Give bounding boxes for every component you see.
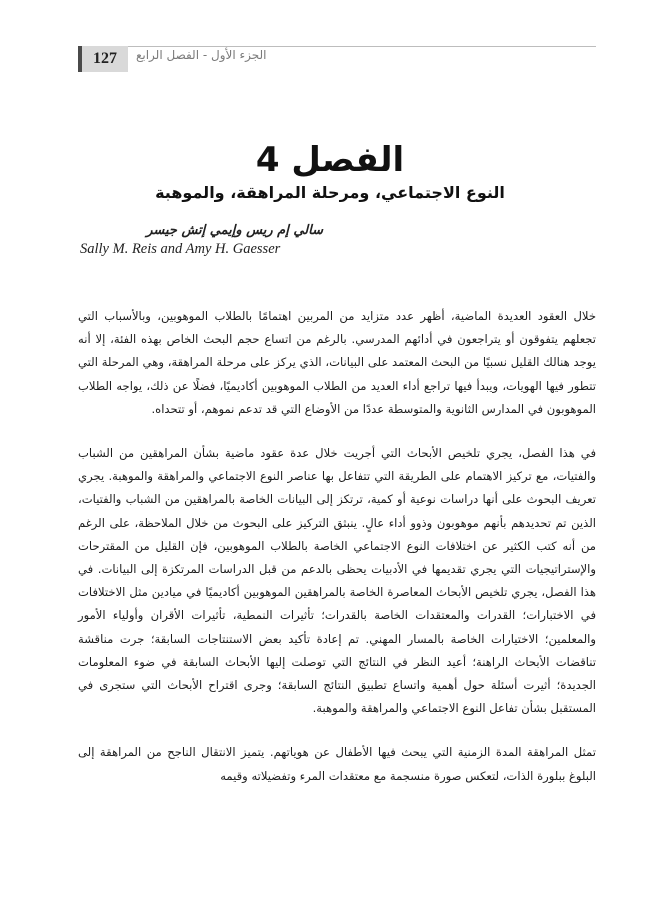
- page-number: 127: [78, 46, 128, 72]
- running-head: الجزء الأول - الفصل الرابع: [136, 48, 267, 62]
- paragraph: في هذا الفصل، يجري تلخيص الأبحاث التي أجريت خلال عدة عقود ماضية بشأن المراهقين من الشباب والفتيات، مع تركيز الاهتمام على الطريقة التي تتفاعل بها عناصر النوع الاجتماعي والمراهقة والموهبة. يجري تعريف البحوث على أنها دراسات نوعية أو كمية، ترتكز إلى البيانات الخاصة بالمراهقين من الشباب والفتيات، الذين تم تحديدهم بأنهم موهوبون وذوو أداء عالٍ. ينبثق التركيز على البحوث من خلال الملاحظة، على الرغم من أنه كتب الكثير عن اختلافات النوع الاجتماعي الخاصة بالطلاب الموهوبين، فإن القليل من المقترحات والإستراتيجيات التي يجري تقديمها في الأدبيات يحظى بالدعم من قبل الدراسات المرتكزة إلى البيانات. في هذا الفصل، يجري تلخيص الأبحاث المعاصرة الخاصة بالمراهقين الموهوبين أكاديميًا في ميادين مثل الاختلافات في الاختبارات؛ القدرات والمعتقدات الخاصة بالقدرات؛ تأثيرات النمطية، تأثيرات الأقران وأولياء الأمور والمعلمين؛ الاختيارات الخاصة بالمسار المهني. تم إعادة تأكيد بعض الاستنتاجات السابقة؛ جرت مناقشة تناقضات الأبحاث الراهنة؛ أعيد النظر في النتائج التي توصلت إليها الأبحاث السابقة في ضوء المعلومات الجديدة؛ أثيرت أسئلة حول أهمية واتساع تطبيق النتائج السابقة؛ وجرى اقتراح الأبحاث التي ستجرى في المستقبل بشأن تفاعل النوع الاجتماعي والمراهقة والموهبة.: [78, 446, 596, 716]
- page-header: [78, 46, 596, 72]
- authors-english: Sally M. Reis and Amy H. Gaesser: [80, 241, 281, 257]
- header-rule: [78, 46, 596, 47]
- authors-arabic: سالي إم ريس وإيمي إتش جيسر: [146, 223, 323, 238]
- chapter-subtitle: النوع الاجتماعي، ومرحلة المراهقة، والموهبة: [155, 183, 505, 202]
- paragraph: خلال العقود العديدة الماضية، أظهر عدد متزايد من المربين اهتمامًا بالطلاب الموهوبين، وبالأسباب التي تجعلهم يتفوقون أو يتراجعون في أدائهم المدرسي. بالرغم من اتساع حجم البحث الخاص بهذه الفئة، إلا أنه يوجد هنالك القليل نسبيًا من البحث المعتمد على البيانات، الذي يركز على مرحلة المراهقة، وهي المرحلة التي تتطور فيها الهويات، ويبدأ فيها تراجع أداء العديد من الطلاب الموهوبين أكاديميًا، فضلًا عن ذلك، يواجه الطلاب الموهوبون في المدارس الثانوية والمتوسطة عددًا من الأوضاع التي قد تدعم نموهم، أو تتحداه.: [78, 309, 596, 416]
- chapter-title: الفصل 4: [255, 140, 405, 180]
- paragraph: تمثل المراهقة المدة الزمنية التي يبحث فيها الأطفال عن هوياتهم. يتميز الانتقال الناجح من المراهقة إلى البلوغ ببلورة الذات، لتعكس صورة منسجمة مع معتقدات المرء وتفضيلاته وقيمه: [78, 745, 596, 783]
- body-text: [78, 305, 596, 788]
